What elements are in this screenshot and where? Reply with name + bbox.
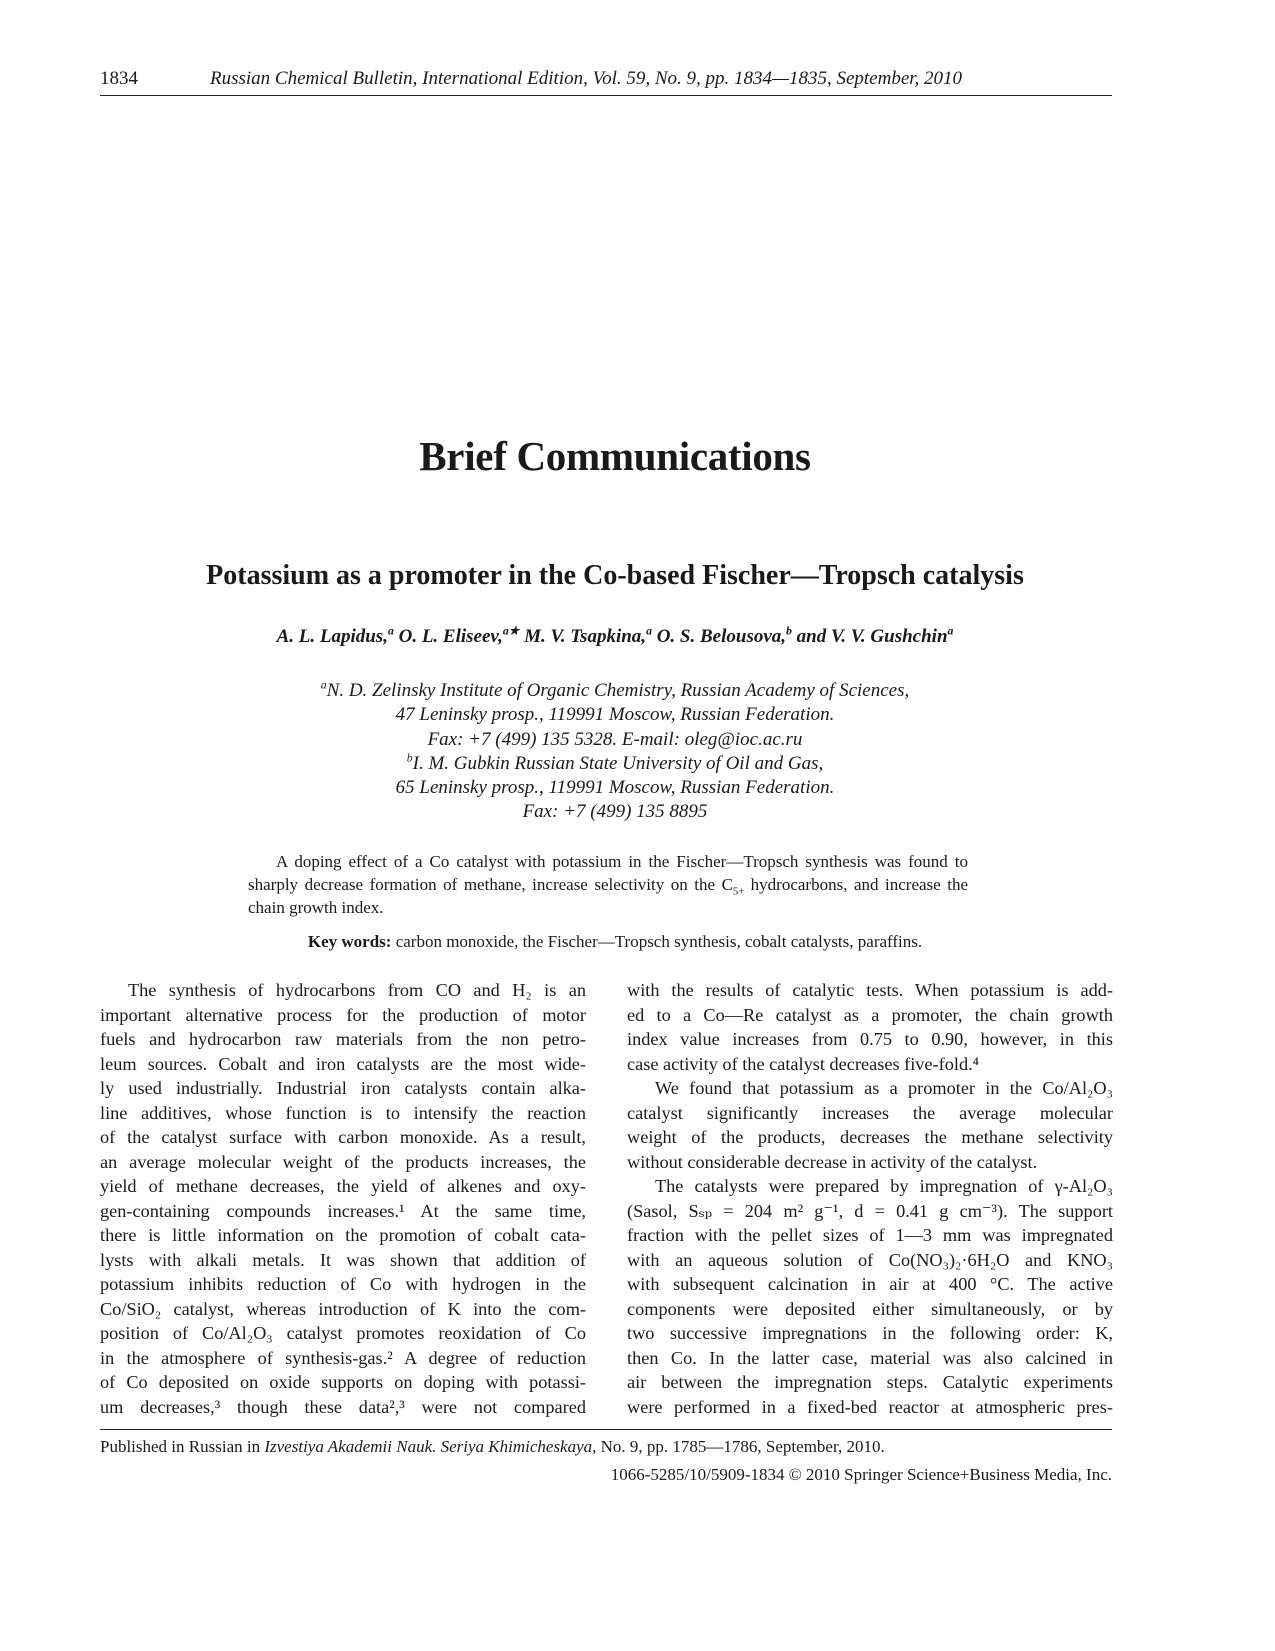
affiliation-a-line: 47 Leninsky prosp., 119991 Moscow, Russian Federation.	[395, 704, 835, 726]
body-text-line: there is little information on the promotion of cobalt cata-	[100, 1225, 586, 1245]
body-text-line: lysts with alkali metals. It was shown that addition of	[100, 1249, 586, 1270]
author-name: and V. V. Gushchin	[796, 626, 948, 647]
affiliations	[0, 679, 1230, 825]
affiliation-b-line: $^b$I. M. Gubkin Russian State University of Oil and Gas,	[406, 751, 824, 774]
body-text-line: with an aqueous solution of Co(NO₃)₂·6H₂O and KNO₃	[627, 1249, 1113, 1270]
body-text-line: with the results of catalytic tests. When potassium is add-	[627, 980, 1113, 1000]
body-text-line: with subsequent calcination in air at 400 °C. The active	[627, 1274, 1113, 1294]
body-text-line: Co/SiO₂ catalyst, whereas introduction of K into the com-	[100, 1298, 586, 1319]
journal-header: Russian Chemical Bulletin, International Edition, Vol. 59, No. 9, pp. 1834—1835, September, 2010	[210, 68, 963, 89]
author-mark: a	[387, 624, 394, 638]
keywords	[0, 932, 1230, 952]
body-text-line: of Co deposited on oxide supports on doping with potassi-	[100, 1372, 586, 1392]
author-name: O. L. Eliseev,	[398, 626, 503, 647]
copyright-line: 1066-5285/10/5909-1834 © 2010 Springer Science+Business Media, Inc.	[610, 1465, 1112, 1484]
keywords-label: Key words:	[307, 932, 392, 951]
affiliation-mark: a	[320, 678, 327, 692]
affiliation-mark: b	[406, 751, 413, 765]
body-text-line: ly used industrially. Industrial iron catalysts contain alka-	[100, 1078, 586, 1098]
body-text-line: in the atmosphere of synthesis-gas.² A degree of reduction	[100, 1347, 586, 1368]
author-mark: a	[646, 624, 652, 638]
body-text-line: ed to a Co—Re catalyst as a promoter, the chain growth	[627, 1004, 1113, 1025]
body-text-line: important alternative process for the production of motor	[100, 1004, 586, 1025]
affiliation-b-line: Fax: +7 (499) 135 8895	[522, 801, 708, 823]
article-title: Potassium as a promoter in the Co-based Fischer—Tropsch catalysis	[206, 560, 1024, 591]
affiliation-a-line: $^a$N. D. Zelinsky Institute of Organic Chemistry, Russian Academy of Sciences,	[320, 678, 910, 701]
abstract-subscript: 5+	[732, 886, 745, 898]
author-mark: b	[786, 624, 792, 638]
author-mark: a★	[502, 624, 520, 638]
body-text-line: components were deposited either simultaneously, or by	[627, 1298, 1113, 1319]
body-text-line: We found that potassium as a promoter in the Co/Al₂O₃	[655, 1078, 1113, 1098]
body-text-line: case activity of the catalyst decreases five-fold.⁴	[627, 1053, 980, 1074]
body-text-line: (Sasol, Sₛₚ = 204 m² g⁻¹, d = 0.41 g cm⁻³). The support	[627, 1200, 1113, 1221]
body-text-line: The synthesis of hydrocarbons from CO and H₂ is an	[128, 980, 586, 1000]
affiliation-b-line: 65 Leninsky prosp., 119991 Moscow, Russian Federation.	[395, 777, 835, 799]
body-text-line: The catalysts were prepared by impregnation of γ-Al₂O₃	[655, 1176, 1113, 1196]
page-number: 1834	[100, 68, 138, 89]
body-text-line: leum sources. Cobalt and iron catalysts are the most wide-	[100, 1053, 586, 1074]
abstract: A doping effect of a Co catalyst with potassium in the Fischer—Tropsch synthesis was found to sharply decrease formation of methane, increase selectivity on the $C_{5+}$ hydrocarbons, and increase the chain growth index.	[248, 852, 968, 917]
footer-rule	[100, 1429, 1112, 1430]
body-text-line: position of Co/Al₂O₃ catalyst promotes reoxidation of Co	[100, 1323, 586, 1343]
body-text-line: of the catalyst surface with carbon monoxide. As a result,	[100, 1127, 586, 1147]
body-text-line: fraction with the pellet sizes of 1—3 mm was impregnated	[627, 1225, 1113, 1245]
affiliation-a-line: Fax: +7 (499) 135 5328. E-mail: oleg@ioc.ac.ru	[427, 728, 803, 750]
author-name: A. L. Lapidus,	[276, 626, 388, 647]
section-title: Brief Communications	[419, 433, 811, 479]
author-mark: a	[947, 624, 954, 638]
body-text-line: catalyst significantly increases the average molecular	[627, 1102, 1113, 1123]
author-name: O. S. Belousova,	[656, 626, 787, 647]
body-text-line: line additives, whose function is to intensify the reaction	[100, 1102, 586, 1123]
body-text-line: without considerable decrease in activity of the catalyst.	[627, 1151, 1038, 1172]
body-text-line: an average molecular weight of the products increases, the	[100, 1151, 586, 1172]
body-text-line: gen-containing compounds increases.¹ At the same time,	[100, 1200, 586, 1221]
author-name: M. V. Tsapkina,	[524, 626, 647, 647]
body-text-line: air between the impregnation steps. Catalytic experiments	[627, 1372, 1113, 1392]
body-text-line: yield of methane decreases, the yield of alkenes and oxy-	[100, 1176, 586, 1196]
body-text-line: then Co. In the latter case, material was also calcined in	[627, 1347, 1113, 1368]
body-text-line: potassium inhibits reduction of Co with hydrogen in the	[100, 1274, 586, 1294]
body-column-right	[627, 978, 1113, 1419]
body-column-left	[100, 978, 586, 1419]
body-text-line: two successive impregnations in the following order: K,	[627, 1323, 1113, 1343]
author-list	[0, 626, 1230, 648]
body-text-line: weight of the products, decreases the methane selectivity	[627, 1127, 1113, 1147]
publication-note: Published in Russian in Izvestiya Akademii Nauk. Seriya Khimicheskaya, No. 9, pp. 1785—1786, September, 2010.	[100, 1437, 885, 1456]
body-text-line: index value increases from 0.75 to 0.90, however, in this	[627, 1029, 1113, 1049]
body-text-line: fuels and hydrocarbon raw materials from the non petro-	[100, 1029, 586, 1049]
body-text-line: um decreases,³ though these data²,³ were not compared	[100, 1396, 586, 1417]
keywords-text: carbon monoxide, the Fischer—Tropsch synthesis, cobalt catalysts, paraffins.	[391, 932, 923, 951]
body-text-line: were performed in a fixed-bed reactor at atmospheric pres-	[627, 1396, 1113, 1417]
header-rule	[100, 95, 1112, 96]
